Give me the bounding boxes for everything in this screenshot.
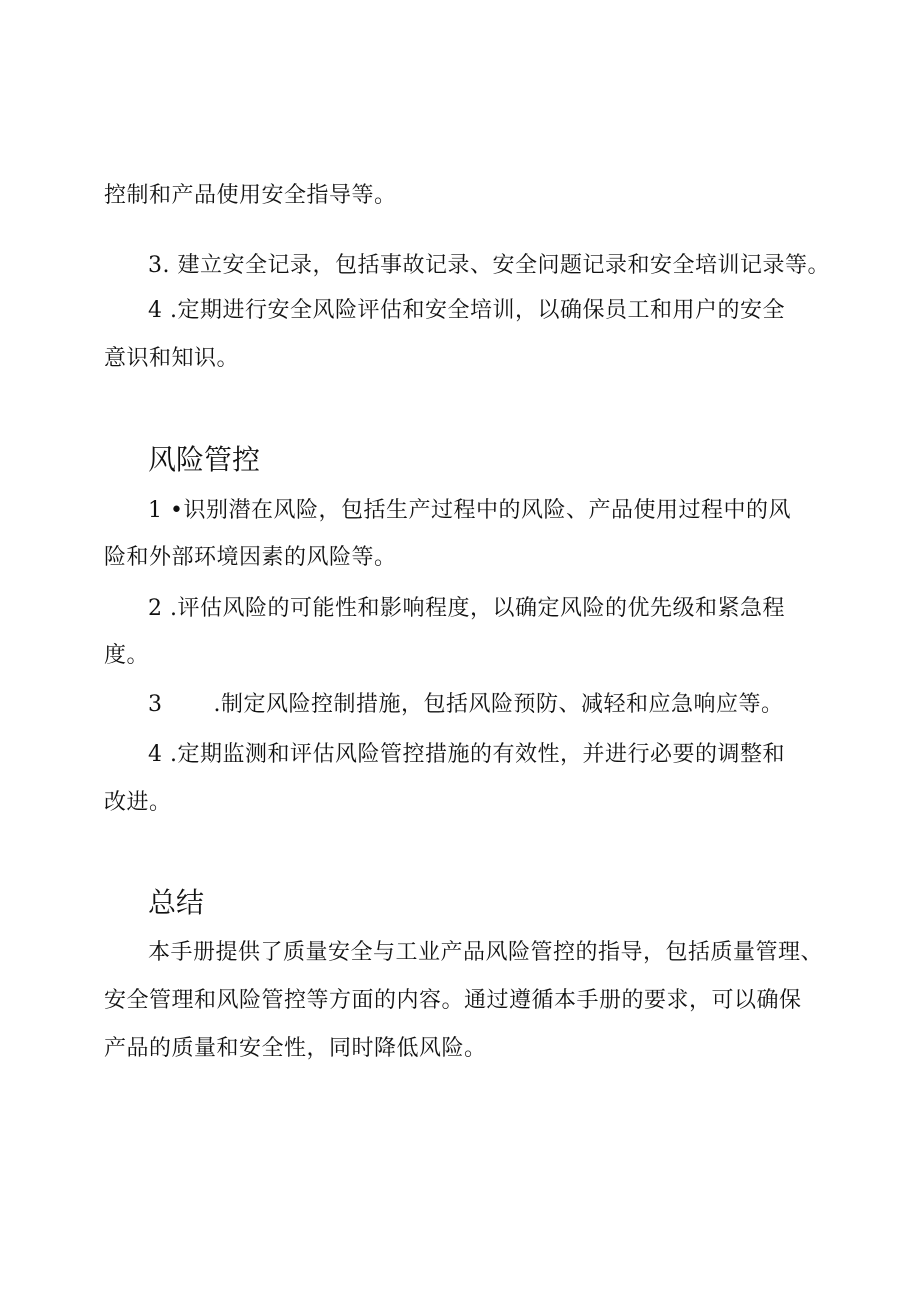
list-item-risk-1-continuation: 险和外部环境因素的风险等。 — [104, 545, 397, 570]
list-item-risk-1 — [148, 496, 791, 526]
section-heading-summary: 总结 — [148, 886, 205, 919]
list-number: 4 — [148, 298, 163, 323]
list-item-risk-2-continuation: 度。 — [104, 643, 150, 668]
summary-line-3: 产品的质量和安全性，同时降低风险。 — [104, 1036, 487, 1061]
list-item-intro-4-continuation: 意识和知识。 — [104, 346, 240, 371]
list-item-text: •识别潜在风险，包括生产过程中的风险、产品使用过程中的风 — [170, 498, 791, 523]
list-item-risk-3 — [148, 690, 784, 720]
list-number: 3 — [148, 692, 163, 717]
list-item-text: .定期进行安全风险评估和安全培训，以确保员工和用户的安全 — [170, 298, 785, 323]
list-item-risk-4-continuation: 改进。 — [104, 790, 172, 815]
paragraph-continuation: 控制和产品使用安全指导等。 — [104, 183, 397, 208]
section-heading-risk-control: 风险管控 — [148, 443, 261, 476]
list-number: 2 — [148, 596, 163, 621]
list-item-intro-3: 3. 建立安全记录，包括事故记录、安全问题记录和安全培训记录等。 — [148, 253, 830, 278]
summary-line-2: 安全管理和风险管控等方面的内容。通过遵循本手册的要求，可以确保 — [104, 988, 802, 1013]
list-item-text: .定期监测和评估风险管控措施的有效性，并进行必要的调整和 — [170, 742, 785, 767]
list-item-risk-4 — [148, 740, 785, 770]
list-item-risk-2 — [148, 594, 785, 624]
list-number: 4 — [148, 742, 163, 767]
list-item-text: .制定风险控制措施，包括风险预防、减轻和应急响应等。 — [213, 692, 784, 717]
list-number: 1 — [148, 498, 163, 523]
list-item-text: .评估风险的可能性和影响程度，以确定风险的优先级和紧急程 — [170, 596, 785, 621]
summary-line-1: 本手册提供了质量安全与工业产品风险管控的指导，包括质量管理、 — [148, 940, 824, 965]
list-item-intro-4 — [148, 296, 785, 326]
